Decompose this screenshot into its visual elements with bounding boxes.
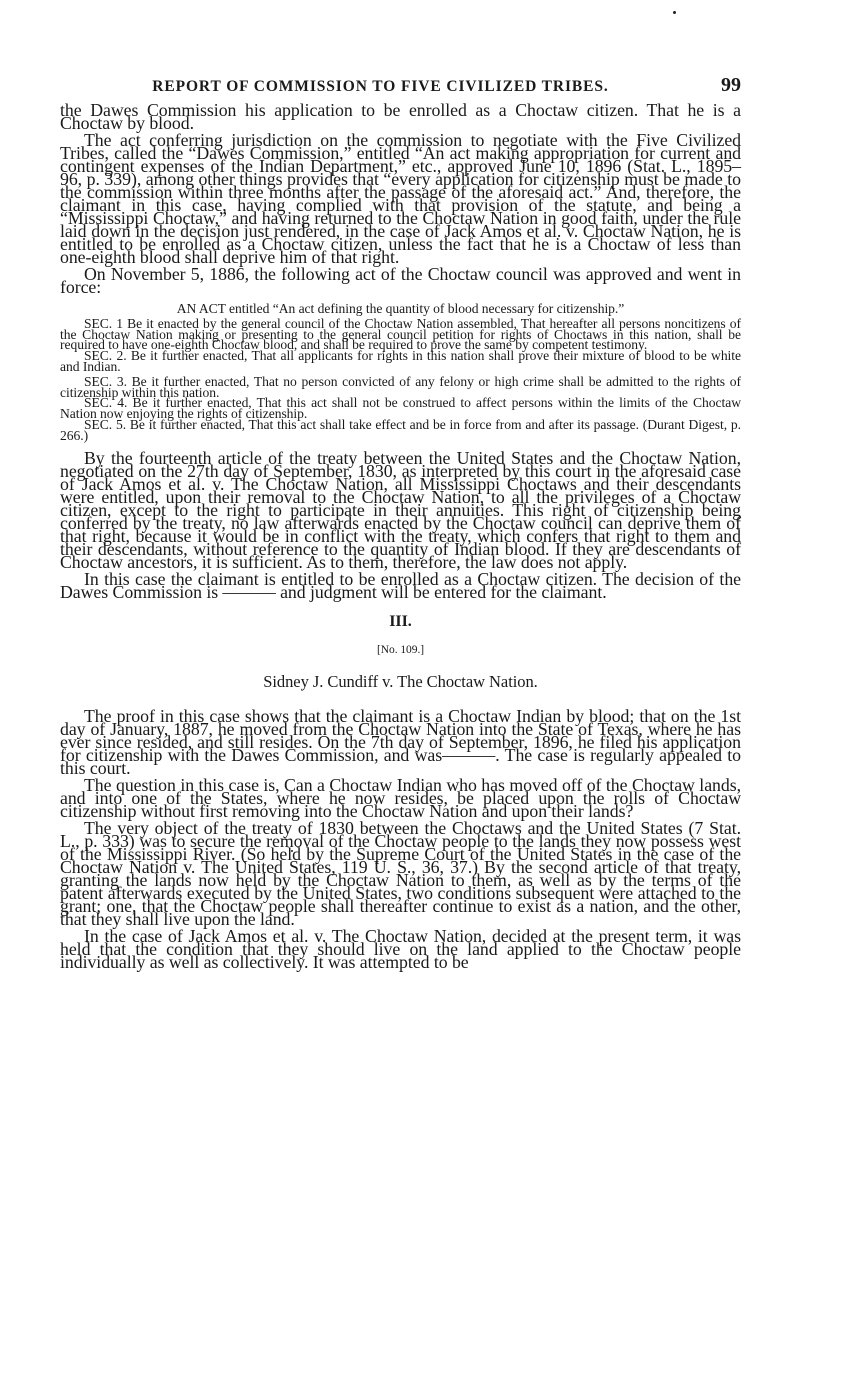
paragraph: The proof in this case shows that the claimant is a Choctaw Indian by blood; that on the 1st day of January, 1887, he moved from the Choctaw Nation into the State of Texas, where he has ever since resided, and still resides. On the 7th day of September, 1896, he filed his application for citizenship with the Dawes Commission, and was———. The case is regularly appealed to this court. — [60, 705, 741, 778]
act-title: AN ACT entitled “An act defining the quantity of blood necessary for citizenship.” — [176, 301, 625, 316]
running-header-title: REPORT OF COMMISSION TO FIVE CIVILIZED TRIBES. — [152, 78, 609, 95]
act-section: SEC. 2. Be it further enacted, That all applicants for rights in this nation shall prove their mixture of blood to be white and Indian. — [60, 348, 741, 374]
paragraph: By the fourteenth article of the treaty between the United States and the Choctaw Nation, negotiated on the 27th day of September, 1830, as interpreted by this court in the aforesaid case of Jack Amos et al. v. The Choctaw Nation, all Mississippi Choctaws and their descendants were entitled, upon their removal to the Choctaw Nation, to all the privileges of a Choctaw citizen, except to the right to participate in their annuities. This right of citizenship being conferred by the treaty, no law afterwards enacted by the Choctaw council can deprive them of that right, because it would be in conflict with the treaty, which confers that right to them and their descendants, without reference to the quantity of Indian blood. If they are descendants of Choctaw ancestors, it is sufficient. As to them, therefore, the law does not apply. — [60, 447, 741, 572]
act-section: SEC. 4. Be it further enacted, That this act shall not be construed to affect persons within the limits of the Choctaw Nation now enjoying the rights of citizenship. — [60, 395, 741, 422]
paragraph: the Dawes Commission his application to be enrolled as a Choctaw citizen. That he is a Choctaw by blood. — [60, 100, 741, 133]
act-section: SEC. 5. Be it further enacted, That this act shall take effect and be in force from and after its passage. (Durant Digest, p. 266.) — [60, 416, 741, 443]
paragraph: In this case the claimant is entitled to be enrolled as a Choctaw citizen. The decision of the Dawes Commission is ——— and judgment will be entered for the claimant. — [60, 568, 741, 602]
page-number: 99 — [721, 74, 741, 96]
act-section: SEC. 1 Be it enacted by the general council of the Choctaw Nation assembled, That hereafter all persons noncitizens of the Choctaw Nation making or presenting to the general council petition for rights of Choctaws in this nation, shall be required to have one-eighth Choctaw blood, and shall be required to prove the same by competent testimony. — [60, 315, 741, 353]
speck-mark — [673, 11, 676, 14]
paragraph: The very object of the treaty of 1830 between the Choctaws and the United States (7 Stat. L., p. 333) was to secure the removal of the Choctaw people to the lands they now possess west of the Mississippi River. (So held by the Supreme Court of the United States in the case of the Choctaw Nation v. The United States, 119 U. S., 36, 37.) By the second article of that treaty, granting the lands now held by the Choctaw Nation to them, as well as by the terms of the patent afterwards executed by the United States, two conditions subsequent were attached to the grant; one, that the Choctaw people shall thereafter continue to exist as a nation, and the other, that they shall live upon the land. — [60, 817, 741, 929]
paragraph: On November 5, 1886, the following act of the Choctaw council was approved and went in force: — [60, 264, 741, 297]
paragraph: The question in this case is, Can a Choctaw Indian who has moved off of the Choctaw lands, and into one of the States, where he now resides, be placed upon the rolls of Choctaw citizenship without first removing into the Choctaw Nation and upon their lands? — [60, 774, 741, 821]
case-number: [No. 109.] — [376, 643, 425, 656]
paragraph: The act conferring jurisdiction on the commission to negotiate with the Five Civilized Tribes, called the “Dawes Commission,” entitled “An act making appropriation for current and contingent expenses of the Indian Department,” etc., approved June 10, 1896 (Stat. L., 1895–96, p. 339), among other things provides that “every application for citizenship must be made to the commission within three months after the passage of the aforesaid act.” And, therefore, the claimant in this case, having complied with that provision of the statute, and being a “Mississippi Choctaw,” and having returned to the Choctaw Nation in good faith, under the rule laid down in the decision just rendered, in the case of Jack Amos et al. v. Choctaw Nation, he is entitled to be enrolled as a Choctaw citizen, unless the fact that he is a Choctaw of less than one-eighth blood shall deprive him of that right. — [60, 130, 741, 267]
act-section: SEC. 3. Be it further enacted, That no person convicted of any felony or high crime shall be admitted to the rights of citizenship within this nation. — [60, 373, 741, 400]
paragraph: In the case of Jack Amos et al. v. The Choctaw Nation, decided at the present term, it was held that the condition that they should live on the land applied to the Choctaw people individually as well as collectively. It was attempted to be — [60, 925, 741, 972]
document-page — [60, 74, 741, 972]
section-heading: III. — [389, 612, 412, 630]
case-title: Sidney J. Cundiff v. The Choctaw Nation. — [263, 671, 538, 691]
